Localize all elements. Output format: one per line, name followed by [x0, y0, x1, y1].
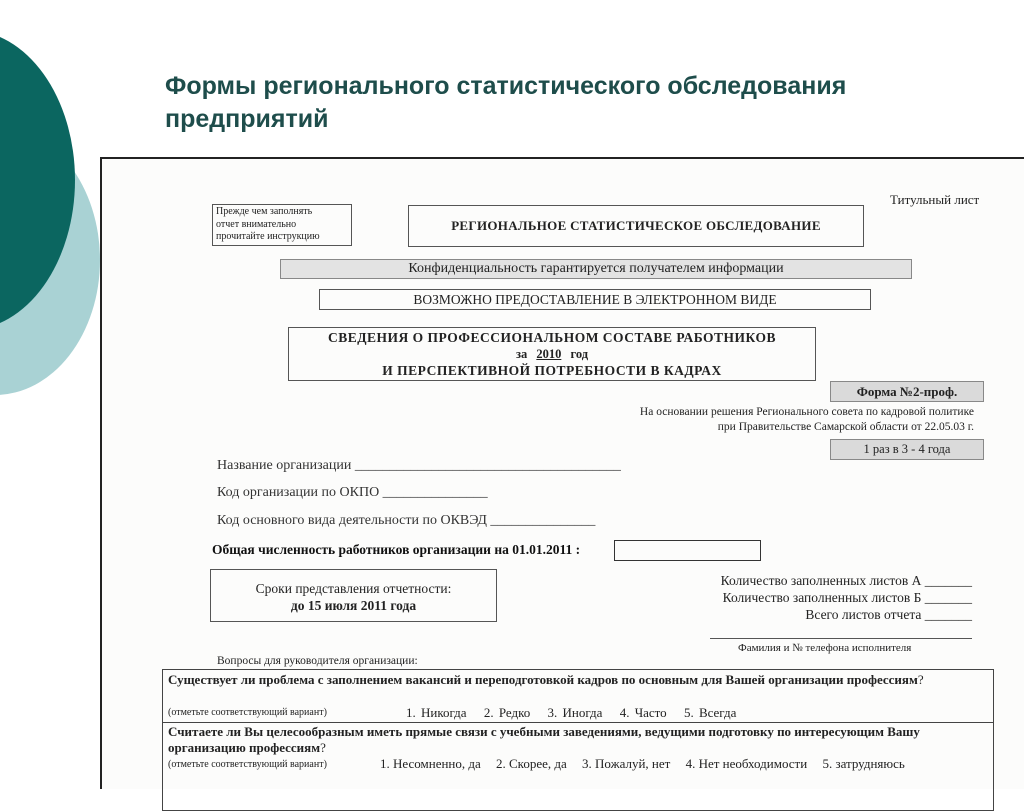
sheets-a: Количество заполненных листов А _______ — [720, 573, 972, 588]
answer-option: 3. Пожалуй, нет — [582, 756, 671, 771]
slide-title-line2: предприятий — [165, 105, 329, 133]
survey-title: РЕГИОНАЛЬНОЕ СТАТИСТИЧЕСКОЕ ОБСЛЕДОВАНИЕ — [408, 205, 864, 247]
instruction-box — [212, 204, 352, 246]
questions-header: Вопросы для руководителя организации: — [217, 655, 418, 667]
signature-line — [710, 638, 972, 639]
question-2 — [168, 724, 978, 756]
form-number: Форма №2-проф. — [830, 381, 984, 402]
question-1 — [168, 672, 978, 688]
question-2-note: (отметьте соответствующий вариант) — [168, 759, 327, 770]
info-title-line2: И ПЕРСПЕКТИВНОЙ ПОТРЕБНОСТИ В КАДРАХ — [382, 363, 722, 378]
deadline-date: до 15 июля 2011 года — [290, 598, 417, 613]
basis-line2: при Правительстве Самарской области от 22.05.03 г. — [717, 421, 974, 433]
instruction-line: прочитайте инструкцию — [216, 231, 320, 242]
form-info-box — [288, 327, 816, 381]
info-title-line1: СВЕДЕНИЯ О ПРОФЕССИОНАЛЬНОМ СОСТАВЕ РАБОТНИКОВ — [327, 330, 777, 345]
deadline-label: Сроки представления отчетности: — [255, 581, 452, 596]
basis-line1: На основании решения Регионального совета по кадровой политике — [639, 406, 974, 418]
executor-label: Фамилия и № телефона исполнителя — [738, 642, 912, 654]
answer-option: 5. затрудняюсь — [822, 756, 905, 771]
year-prefix: за — [515, 347, 528, 361]
report-year: 2010 — [536, 347, 562, 361]
title-sheet-label: Титульный лист — [890, 192, 980, 207]
sheets-b: Количество заполненных листов Б _______ — [722, 590, 972, 605]
org-name-field: Название организации ______________________________________ — [217, 458, 621, 473]
report-year-line — [289, 347, 815, 362]
answer-option: 3. Иногда — [547, 705, 603, 720]
question-1-text: Существует ли проблема с заполнением вакансий и переподготовкой кадров по основным для Вашей организации профессиям — [168, 672, 918, 687]
year-suffix: год — [570, 347, 589, 361]
electronic-banner: ВОЗМОЖНО ПРЕДОСТАВЛЕНИЕ В ЭЛЕКТРОННОМ ВИДЕ — [319, 289, 871, 310]
answer-option: 2. Редко — [483, 705, 531, 720]
sheet-counts — [622, 572, 972, 623]
answer-option: 1. Никогда — [406, 705, 467, 720]
answer-option: 4. Нет необходимости — [685, 756, 808, 771]
total-employees-box — [614, 540, 761, 561]
answer-option: 4. Часто — [619, 705, 667, 720]
slide-title-line1: Формы регионального статистического обследования — [165, 72, 847, 100]
instruction-line: Прежде чем заполнять — [216, 206, 313, 217]
frequency-badge: 1 раз в 3 - 4 года — [830, 439, 984, 460]
answer-option: 5. Всегда — [683, 705, 737, 720]
answer-option: 1. Несомненно, да — [380, 756, 481, 771]
basis-text — [582, 405, 974, 435]
table-divider — [162, 722, 994, 723]
answer-option: 2. Скорее, да — [496, 756, 567, 771]
total-employees-label: Общая численность работников организации на 01.01.2011 : — [212, 542, 581, 557]
question-1-note: (отметьте соответствующий вариант) — [168, 707, 327, 718]
instruction-line: отчет внимательно — [216, 218, 297, 230]
confidentiality-banner: Конфиденциальность гарантируется получателем информации — [280, 259, 912, 279]
sheets-total: Всего листов отчета _______ — [805, 607, 972, 622]
okved-field: Код основного вида деятельности по ОКВЭД _______________ — [217, 513, 596, 528]
deadline-box — [210, 569, 497, 622]
question-2-options — [380, 756, 917, 772]
question-mark: ? — [917, 672, 924, 687]
scanned-form — [100, 157, 1024, 789]
question-2-text: Считаете ли Вы целесообразным иметь прямые связи с учебными заведениями, ведущими подготовку по интересующим Вашу организацию профессиям — [168, 724, 920, 755]
question-1-options — [406, 705, 748, 721]
question-mark: ? — [320, 740, 326, 755]
okpo-field: Код организации по ОКПО _______________ — [217, 485, 488, 500]
slide-title — [165, 70, 985, 136]
